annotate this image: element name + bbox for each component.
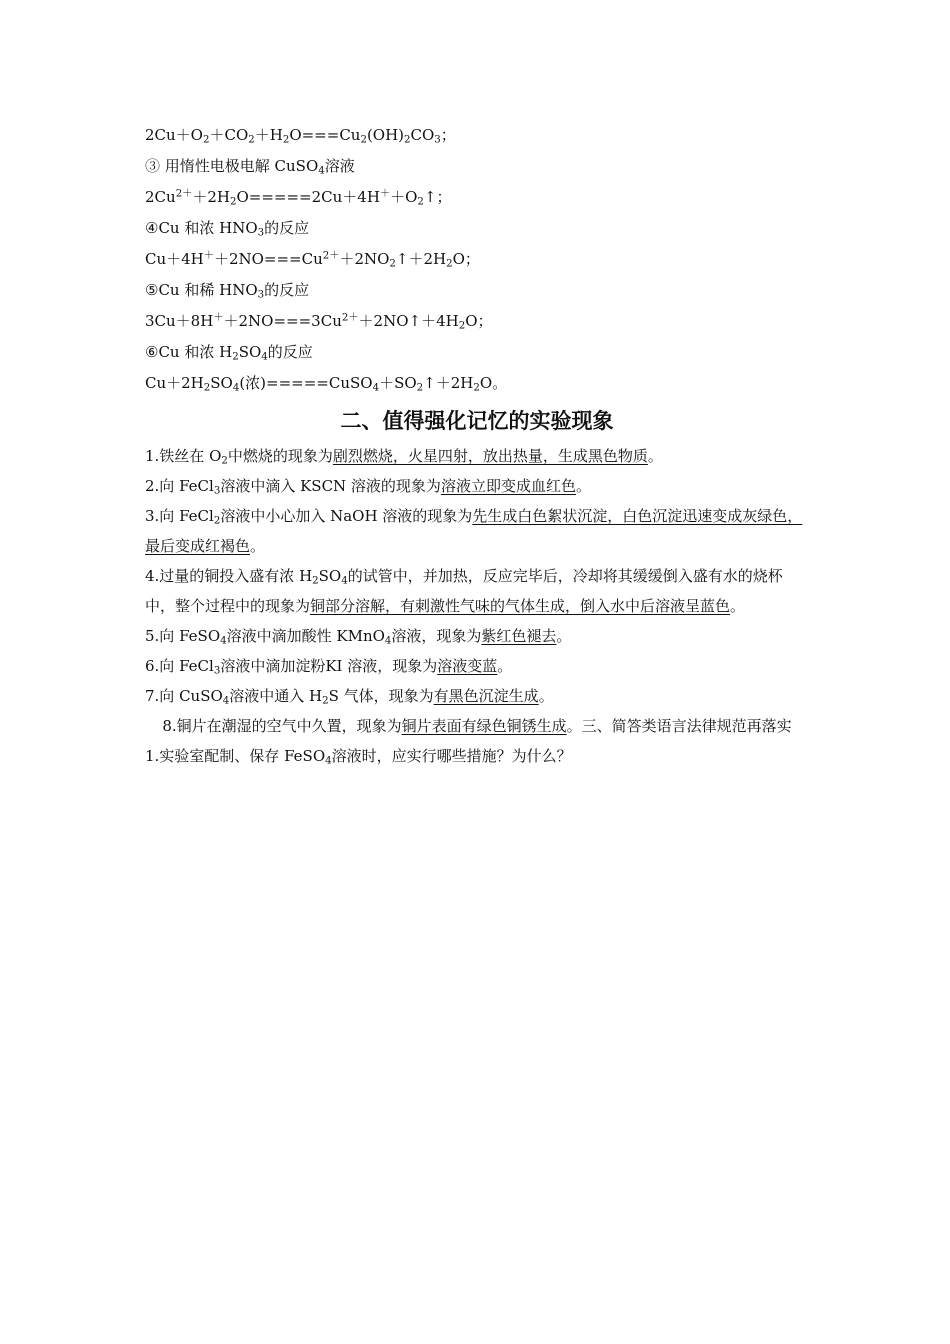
label-cu-conc-h2so4: ⑥Cu 和浓 $H_2SO_4$的反应 <box>145 343 313 363</box>
underlined-answer: 先生成白色絮状沉淀，白色沉淀迅速变成灰绿色，最后变成红褐色 <box>145 507 803 555</box>
equation-cu-conc-hno3: $Cu+4H^++2NO===Cu^{2+}+2NO_2↑+2H_2O$； <box>145 250 480 270</box>
label-cu-conc-hno3: ④Cu 和浓 $HNO_3$的反应 <box>145 219 310 239</box>
underlined-answer: 铜部分溶解，有刺激性气味的气体生成，倒入水中后溶液呈蓝色 <box>310 597 731 615</box>
label-cu-dilute-hno3: ⑤Cu 和稀 $HNO_3$的反应 <box>145 281 310 301</box>
equation-cu-dilute-hno3: $3Cu+8H^++2NO===3Cu^{2+}+2NO↑+4H_2O$； <box>145 312 493 332</box>
underlined-answer: 溶液变蓝 <box>437 657 498 675</box>
underlined-answer: 紫红色褪去 <box>481 627 557 645</box>
list-item-iron-combustion: 1.铁丝在 $O_2$中燃烧的现象为剧烈燃烧，火星四射，放出热量，生成黑色物质。 <box>145 447 663 467</box>
underlined-answer: 溶液立即变成血红色 <box>440 477 576 495</box>
list-item-cu-h2so4: 4.过量的铜投入盛有浓 $H_2SO_4$的试管中，并加热，反应完毕后，冷却将其缓缓倒入盛有水的烧杯中，整个过程中的现象为铜部分溶解，有刺激性气味的气体生成，倒入水中后溶液呈蓝色。 <box>145 567 783 615</box>
equation-copper-rust: $2Cu+O_2+CO_2+H_2O===Cu_2(OH)_2CO_3$； <box>145 126 456 146</box>
question-feso4-storage: 1.实验室配制、保存 FeSO$_4$溶液时，应实行哪些措施？为什么？ <box>145 747 572 767</box>
underlined-answer: 有黑色沉淀生成 <box>433 687 539 705</box>
list-item-copper-rust-with-section3-heading: 8.铜片在潮湿的空气中久置，现象为铜片表面有绿色铜锈生成。三、简答类语言法律规范再落实 <box>162 717 792 735</box>
equation-cu-conc-h2so4: $Cu+2H_2SO_4$(浓)$=====CuSO_4+SO_2↑+2H_2O$。 <box>145 374 508 394</box>
document-content <box>145 120 809 771</box>
label-electrolysis-cuso4: ③ 用惰性电极电解 CuSO$_4$溶液 <box>145 157 355 177</box>
list-item-fecl3-kscn: 2.向 FeCl$_3$溶液中滴入 KSCN 溶液的现象为溶液立即变成血红色。 <box>145 477 591 497</box>
underlined-answer: 铜片表面有绿色铜锈生成 <box>401 717 567 735</box>
list-item-feso4-kmno4: 5.向 FeSO$_4$溶液中滴加酸性 KMnO$_4$溶液，现象为紫红色褪去。 <box>145 627 572 647</box>
list-item-fecl2-naoh: 3.向 FeCl$_2$溶液中小心加入 NaOH 溶液的现象为先生成白色絮状沉淀，白色沉淀迅速变成灰绿色，最后变成红褐色。 <box>145 507 803 555</box>
underlined-answer: 剧烈燃烧，火星四射，放出热量，生成黑色物质 <box>332 447 648 465</box>
section-heading-experiment-phenomena: 二、值得强化记忆的实验现象 <box>340 409 614 433</box>
list-item-cuso4-h2s: 7.向 CuSO$_4$溶液中通入 $H_2S$ 气体，现象为有黑色沉淀生成。 <box>145 687 554 707</box>
list-item-fecl3-starch-ki: 6.向 FeCl$_3$溶液中滴加淀粉KI 溶液，现象为溶液变蓝。 <box>145 657 513 677</box>
equation-electrolysis-cuso4: $2Cu^{2+}+2H_2O=====2Cu+4H^++O_2↑$； <box>145 188 452 208</box>
